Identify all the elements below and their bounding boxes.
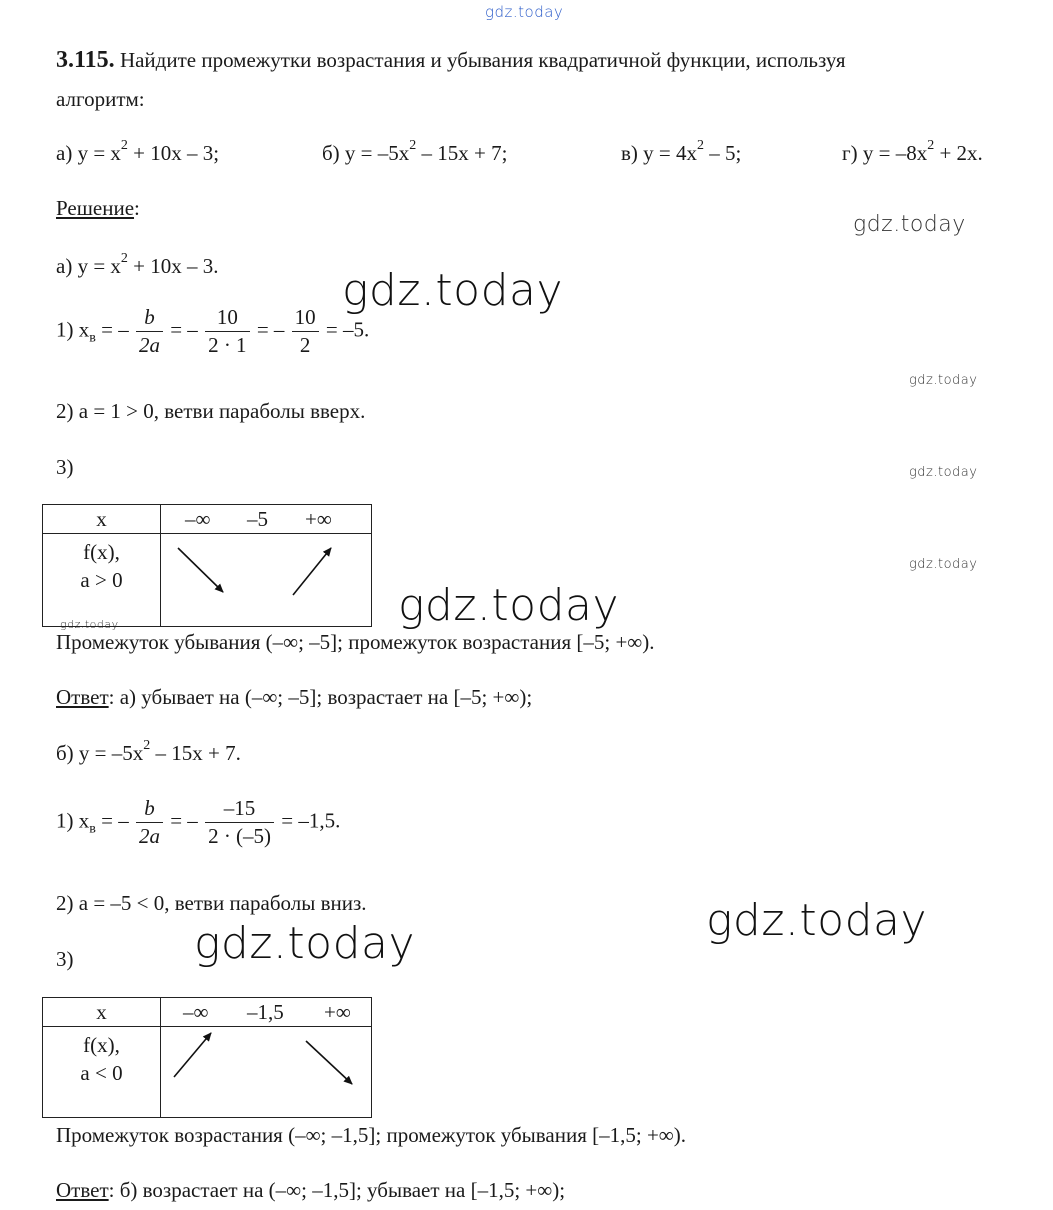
fraction-b-over-2a: $\frac{b}{2a}$ bbox=[136, 796, 163, 849]
part-b-answer: Ответ: б) возрастает на (–∞; –1,5]; убывает на [–1,5; +∞); bbox=[56, 1178, 566, 1202]
fraction-b-over-2a: $\frac{b}{2a}$ bbox=[136, 305, 163, 358]
watermark-small-3: gdz.today bbox=[909, 557, 978, 572]
problem-item-c: в) $y = 4x^2 - 5$; bbox=[621, 138, 742, 165]
table-a-neg-inf: –∞ bbox=[185, 507, 211, 531]
fraction-10-over-2x1: $\frac{10}{2 \cdot 1}$ bbox=[205, 305, 250, 358]
problem-text-line1: Найдите промежутки возрастания и убывания квадратичной функции, используя bbox=[119, 48, 846, 72]
table-a-arrows-cell bbox=[161, 534, 372, 627]
watermark-top: gdz.today bbox=[485, 3, 564, 21]
part-a-step2: 2) a = 1 > 0, ветви параболы вверх. bbox=[56, 399, 366, 423]
watermark-small-2: gdz.today bbox=[909, 465, 978, 480]
arrow-down-icon bbox=[178, 548, 223, 592]
part-b-intervals: Промежуток возрастания (–∞; –1,5]; промежуток убывания [–1,5; +∞). bbox=[56, 1123, 687, 1147]
table-a-vertex: –5 bbox=[247, 507, 268, 531]
table-b-pos-inf: +∞ bbox=[324, 1000, 351, 1024]
arrow-down-icon bbox=[306, 1041, 352, 1084]
watermark-right-1: gdz.today bbox=[853, 212, 966, 237]
table-a-header bbox=[161, 505, 372, 534]
problem-text-line2: алгоритм: bbox=[56, 87, 145, 111]
part-a-equation: а) $y = x^2 + 10x - 3$. bbox=[56, 251, 219, 278]
table-b-arrows-cell bbox=[161, 1027, 372, 1118]
part-b-step3: 3) bbox=[56, 947, 74, 971]
fraction-minus15-over-2xminus5: $\frac{-15}{2 \cdot (-5)}$ bbox=[205, 796, 274, 849]
table-a-arrows bbox=[161, 534, 371, 622]
table-b-fx-label: f(x), bbox=[83, 1033, 120, 1057]
watermark-big-2: gdz.today bbox=[398, 580, 620, 631]
sign-table-a bbox=[42, 504, 372, 627]
table-b-arrows bbox=[161, 1027, 371, 1113]
table-b-x-label: x bbox=[43, 998, 161, 1027]
table-b-fx-cell bbox=[43, 1027, 161, 1118]
watermark-big-1: gdz.today bbox=[342, 265, 564, 316]
table-b-cond-label: a < 0 bbox=[80, 1061, 123, 1085]
part-a-step3: 3) bbox=[56, 455, 74, 479]
part-b-equation: б) $y = -5x^2 - 15x + 7$. bbox=[56, 738, 241, 765]
problem-item-b: б) $y = -5x^2 - 15x + 7$; bbox=[322, 138, 508, 165]
table-a-cond-label: a > 0 bbox=[80, 568, 123, 592]
part-b-step2: 2) a = –5 < 0, ветви параболы вниз. bbox=[56, 891, 367, 915]
part-b-step1: 1) $x_в$ = – $\frac{b}{2a}$ = – $\frac{-15}{2 \cdot (-5)}$ = –1,5. bbox=[56, 796, 341, 848]
table-a-x-label: x bbox=[43, 505, 161, 534]
part-a-answer: Ответ: а) убывает на (–∞; –5]; возрастает на [–5; +∞); bbox=[56, 685, 533, 709]
table-b-neg-inf: –∞ bbox=[183, 1000, 209, 1024]
sign-table-b bbox=[42, 997, 372, 1118]
arrow-up-icon bbox=[174, 1033, 211, 1077]
solution-heading: Решение: bbox=[56, 196, 140, 220]
table-b-vertex: –1,5 bbox=[247, 1000, 284, 1024]
fraction-10-over-2: $\frac{10}{2}$ bbox=[292, 305, 319, 358]
problem-item-a: а) $y = x^2 + 10x - 3$; bbox=[56, 138, 220, 165]
watermark-small-1: gdz.today bbox=[909, 373, 978, 388]
watermark-big-3: gdz.today bbox=[706, 895, 928, 946]
arrow-up-icon bbox=[293, 548, 331, 595]
problem-item-d: г) $y = -8x^2 + 2x$. bbox=[842, 138, 983, 165]
table-b-header bbox=[161, 998, 372, 1027]
watermark-big-4: gdz.today bbox=[194, 918, 416, 969]
part-a-step1: 1) $x_в$ = – $\frac{b}{2a}$ = – $\frac{10}{2 \cdot 1}$ = – $\frac{10}{2}$ = –5. bbox=[56, 305, 370, 357]
problem-statement bbox=[56, 47, 846, 74]
table-a-pos-inf: +∞ bbox=[305, 507, 332, 531]
problem-number: 3.115. bbox=[56, 47, 115, 73]
table-a-fx-label: f(x), bbox=[83, 540, 120, 564]
table-a-fx-cell bbox=[43, 534, 161, 627]
watermark-tiny: gdz.today bbox=[60, 618, 119, 631]
part-a-intervals: Промежуток убывания (–∞; –5]; промежуток возрастания [–5; +∞). bbox=[56, 630, 655, 654]
